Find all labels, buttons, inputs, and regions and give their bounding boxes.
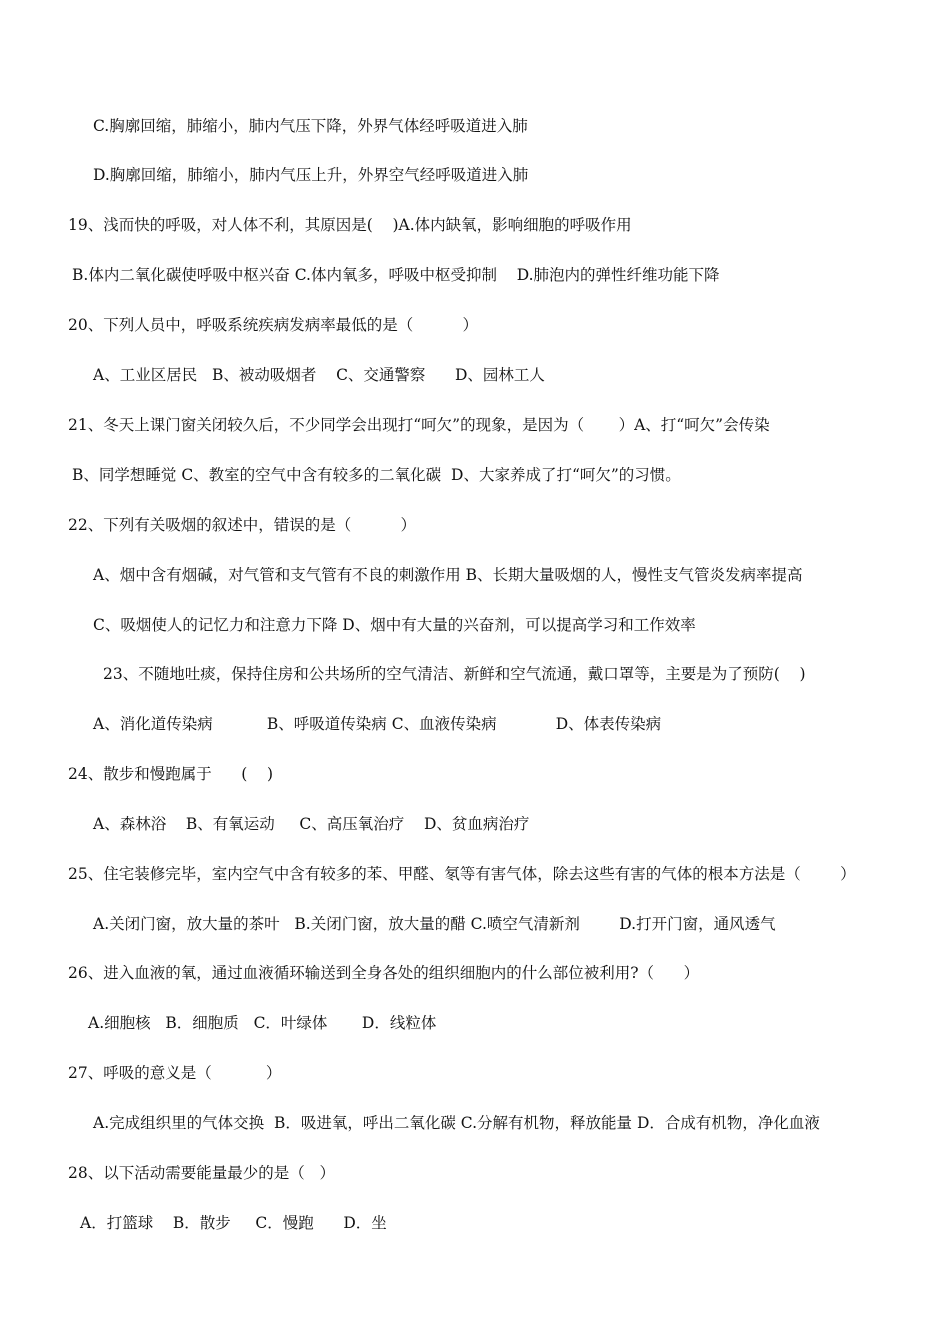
- question-22-options-ab: A、烟中含有烟碱，对气管和支气管有不良的刺激作用 B、长期大量吸烟的人，慢性支气管炎发病率提高: [93, 566, 803, 584]
- question-24-options: A、森林浴 B、有氧运动 C、高压氧治疗 D、贫血病治疗: [93, 815, 530, 833]
- question-27-options: A.完成组织里的气体交换 B．吸进氧，呼出二氧化碳 C.分解有机物，释放能量 D．合成有机物，净化血液: [93, 1114, 820, 1132]
- question-21-options: B、同学想睡觉 C、教室的空气中含有较多的二氧化碳 D、大家养成了打“呵欠”的习惯。: [72, 466, 681, 484]
- question-20: 20、下列人员中，呼吸系统疾病发病率最低的是（ ）: [68, 316, 478, 334]
- question-19: 19、浅而快的呼吸，对人体不利，其原因是( )A.体内缺氧，影响细胞的呼吸作用: [68, 216, 632, 234]
- question-19-options: B.体内二氧化碳使呼吸中枢兴奋 C.体内氧多，呼吸中枢受抑制 D.肺泡内的弹性纤维功能下降: [72, 266, 720, 284]
- question-28-options: A．打篮球 B．散步 C．慢跑 D．坐: [80, 1214, 387, 1232]
- question-20-options: A、工业区居民 B、被动吸烟者 C、交通警察 D、园林工人: [93, 366, 545, 384]
- question-26: 26、进入血液的氧，通过血液循环输送到全身各处的组织细胞内的什么部位被利用?（ ）: [68, 964, 700, 982]
- option-line-c: C.胸廓回缩，肺缩小，肺内气压下降，外界气体经呼吸道进入肺: [93, 117, 528, 135]
- question-23-options: A、消化道传染病 B、呼吸道传染病 C、血液传染病 D、体表传染病: [93, 715, 662, 733]
- question-27: 27、呼吸的意义是（ ）: [68, 1064, 282, 1082]
- question-25-options: A.关闭门窗，放大量的茶叶 B.关闭门窗，放大量的醋 C.喷空气清新剂 D.打开门窗，通风透气: [93, 915, 776, 933]
- question-22: 22、下列有关吸烟的叙述中，错误的是（ ）: [68, 516, 416, 534]
- option-line-d: D.胸廓回缩，肺缩小，肺内气压上升，外界空气经呼吸道进入肺: [93, 166, 529, 184]
- question-22-options-cd: C、吸烟使人的记忆力和注意力下降 D、烟中有大量的兴奋剂，可以提高学习和工作效率: [93, 616, 696, 634]
- question-24: 24、散步和慢跑属于 ( ): [68, 765, 274, 783]
- question-23: 23、不随地吐痰，保持住房和公共场所的空气清洁、新鲜和空气流通，戴口罩等，主要是为了预防( ): [103, 665, 806, 683]
- question-26-options: A.细胞核 B．细胞质 C．叶绿体 D．线粒体: [88, 1014, 437, 1032]
- question-28: 28、以下活动需要能量最少的是（ ）: [68, 1164, 336, 1182]
- question-25: 25、住宅装修完毕，室内空气中含有较多的苯、甲醛、氡等有害气体，除去这些有害的气体的根本方法是（ ）: [68, 865, 856, 883]
- question-21: 21、冬天上课门窗关闭较久后，不少同学会出现打“呵欠”的现象，是因为（ ）A、打“呵欠”会传染: [68, 416, 770, 434]
